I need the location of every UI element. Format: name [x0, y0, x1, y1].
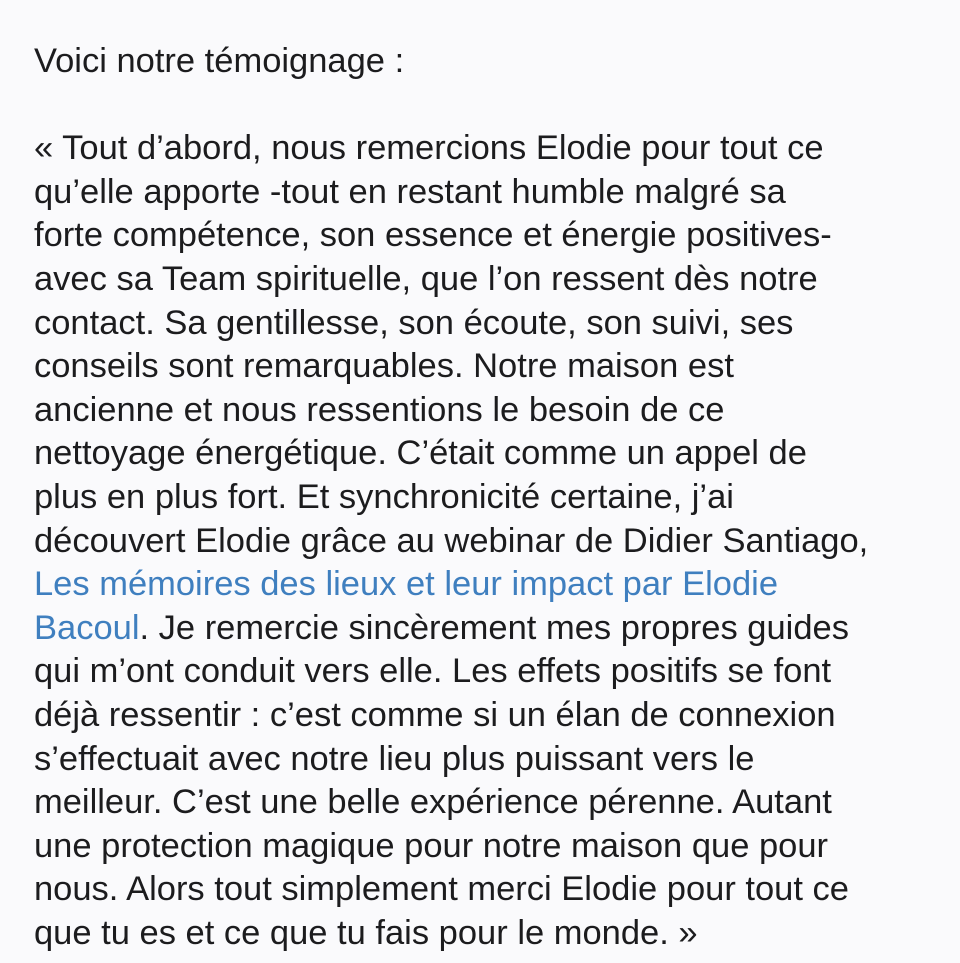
paragraph-spacer: [34, 84, 934, 128]
webinar-link[interactable]: Les mémoires des lieux et leur impact par Elodie: [34, 565, 779, 604]
webinar-link-continued[interactable]: Bacoul: [34, 608, 140, 647]
testimony-line: une protection magique pour notre maison que pour: [34, 826, 829, 865]
testimony-document: [34, 40, 934, 955]
testimony-heading: Voici notre témoignage :: [34, 42, 405, 80]
testimony-line: plus en plus fort. Et synchronicité certaine, j’ai: [34, 477, 734, 516]
testimony-line: « Tout d’abord, nous remercions Elodie pour tout ce: [34, 129, 824, 168]
testimony-line: forte compétence, son essence et énergie positives-: [34, 216, 832, 255]
testimony-line: qui m’ont conduit vers elle. Les effets positifs se font: [34, 652, 832, 691]
testimony-line: contact. Sa gentillesse, son écoute, son suivi, ses: [34, 303, 794, 342]
testimony-line: nettoyage énergétique. C’était comme un appel de: [34, 434, 807, 473]
testimony-text: . Je remercie sincèrement mes propres guides: [139, 608, 849, 647]
testimony-line: qu’elle apporte -tout en restant humble malgré sa: [34, 172, 786, 211]
testimony-line: [34, 563, 934, 607]
testimony-line: nous. Alors tout simplement merci Elodie pour tout ce: [34, 870, 849, 909]
testimony-line: [34, 607, 934, 651]
testimony-line: ancienne et nous ressentions le besoin de ce: [34, 390, 725, 429]
testimony-line: avec sa Team spirituelle, que l’on ressent dès notre: [34, 259, 818, 298]
testimony-line: déjà ressentir : c’est comme si un élan de connexion: [34, 695, 836, 734]
testimony-line: s’effectuait avec notre lieu plus puissant vers le: [34, 739, 755, 778]
testimony-line: meilleur. C’est une belle expérience pérenne. Autant: [34, 783, 832, 822]
testimony-line: conseils sont remarquables. Notre maison est: [34, 347, 734, 386]
testimony-line: découvert Elodie grâce au webinar de Didier Santiago,: [34, 521, 869, 560]
testimony-line: que tu es et ce que tu fais pour le monde. »: [34, 913, 698, 952]
testimony-paragraph: [34, 127, 934, 955]
